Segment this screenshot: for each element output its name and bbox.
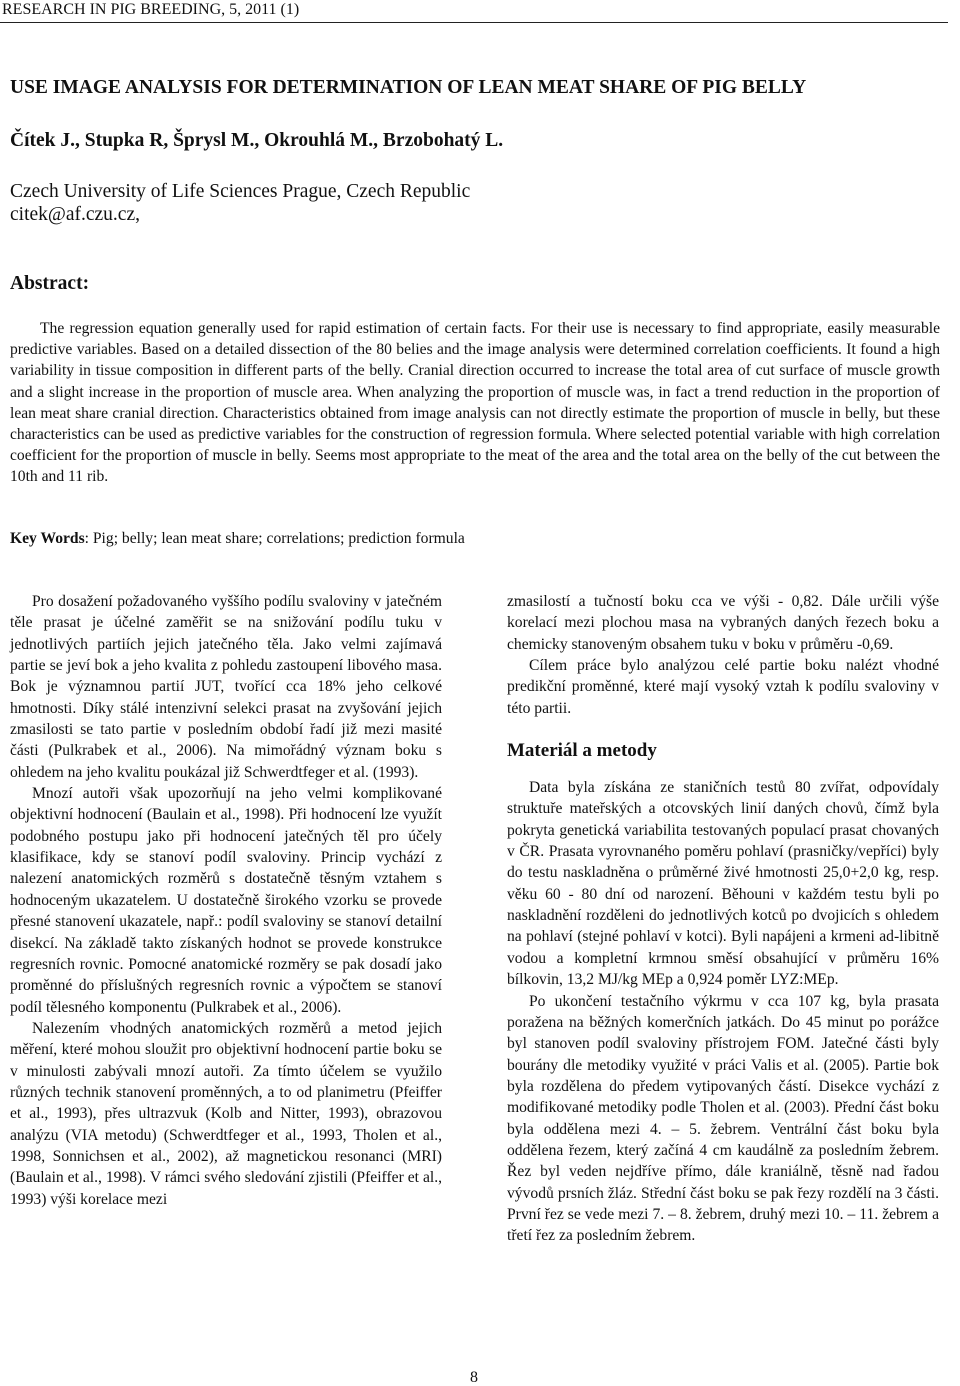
right-column (507, 591, 939, 1247)
affiliation-block (10, 180, 470, 226)
affiliation: Czech University of Life Sciences Prague, Czech Republic (10, 181, 471, 202)
keywords-text: : Pig; belly; lean meat share; correlations; prediction formula (84, 530, 465, 547)
paragraph: zmasilostí a tučností boku cca ve výši - 0,82. Dále určili výše korelací mezi plochou masa na vybraných daných řezech boku a chemicky stanoveným obsahem tuku v boku v průměru -0,69. (507, 593, 939, 653)
paragraph: Data byla získána ze staničních testů 80 zvířat, odpovídaly struktuře mateřských a otcovských linií daných chovů, čímž byla pokryta genetická variabilita testovaných populací prasat chovaných v ČR. Prasata vyrovnaného poměru pohlaví (prasničky/vepříci) byly do testu naskladněna o průměrné živé hmotnosti 25,0+2,0 kg, resp. věku 60 - 80 dní od narození. Běhouni v každém testu byli po naskladnění rozděleni do jednotlivých kotců po dvojicích s ohledem na pohlaví (stejné pohlaví v kotci). Byli napájeni a krmeni ad-libitně vodou a kompletní krmnou směsí obsahující v průměru 16% bílkovin, 13,2 MJ/kg MEp a 0,924 poměr LYZ:MEp. (507, 779, 939, 989)
paragraph: Nalezením vhodných anatomických rozměrů a metod jejich měření, které mohou sloužit pro objektivní hodnocení partie boku se v minulosti zabývali mnozí autoři. Za tímto účelem se využilo různých technik stanovení proměnných, a to od planimetru (Pfeiffer et al., 1993), přes ultrazvuk (Kolb and Nitter, 1993), obrazovou analýzu (VIA metodu) (Schwerdtfeger et al., 1993, Tholen et al., 1998, Sonnichsen et al., 2002), až magnetickou resonanci (MRI) (Baulain et al., 1998). V rámci svého sledování zjistili (Pfeiffer et al., 1993) výši korelace mezi (10, 1019, 442, 1208)
left-column (10, 591, 442, 1210)
running-header: RESEARCH IN PIG BREEDING, 5, 2011 (1) (2, 1, 300, 18)
paragraph: Cílem práce bylo analýzou celé partie boku nalézt vhodné predikční proměnné, které mají vysoký vztah k podílu svaloviny v této partii. (507, 657, 939, 717)
keywords (10, 528, 940, 549)
keywords-label: Key Words (10, 530, 85, 547)
page-number: 8 (470, 1369, 478, 1386)
paper-authors: Čítek J., Stupka R, Šprysl M., Okrouhlá M., Brzobohatý L. (10, 130, 504, 151)
paper-title: USE IMAGE ANALYSIS FOR DETERMINATION OF LEAN MEAT SHARE OF PIG BELLY (10, 77, 807, 98)
paragraph: Po ukončení testačního výkrmu v cca 107 kg, byla prasata poražena na běžných komerčních jatkách. Do 45 minut po porážce byl stanoven podíl svaloviny přístrojem FOM. Jatečné části byly bourány dle metodiky využité v práci Valis et al. (2005). Partie bok byla rozdělena do předem vytipovaných částí. Disekce vychází z modifikované metodiky podle Tholen et al. (2003). Přední část boku byla oddělena mezi 4. – 5. žebrem. Ventrální část boku byla oddělena řezem, který začíná 4 cm kaudálně za posledním žebrem. Řez byl veden nejdříve přímo, dále kraniálně, těsně nad řadou vývodů prsních žláz. Střední část boku se pak řezy rozdělí na 3 části. První řez se vede mezi 7. – 8. žebrem, druhý mezi 10. – 11. žebrem a třetí řez za posledním žebrem. (507, 992, 939, 1245)
methods-heading: Materiál a metody (507, 740, 657, 762)
abstract-text: The regression equation generally used for rapid estimation of certain facts. For their use is necessary to find appropriate, easily measurable predictive variables. Based on a detailed dissection of the 80 belies and the image analysis were determined correlation coefficients. It found a high variability in tissue composition in different parts of the belly. Cranial direction occurred to increase the total area of cut surface of muscle growth and a slight increase in the proportion of muscle area. When analyzing the proportion of muscle was, in fact a trend reduction in the proportion of lean meat share cranial direction. Characteristics obtained from image analysis can not directly estimate the proportion of muscle in belly, but these characteristics can be used as predictive variables for the construction of regression formula. Where selected potential variable with high correlation coefficient for the proportion of muscle in belly. Seems most appropriate to the meat of the area and the total area on the belly of the cut between the 10th and 11 rib. (10, 320, 940, 486)
paragraph: Pro dosažení požadovaného vyššího podílu svaloviny v jatečném těle prasat je účelné zaměřit se na snižování podílu tuku v jednotlivých partiích jejich jatečného těla. Jako velmi zajímavá partie se jeví bok a jeho kvalita z pohledu zastoupení libového masa. Bok je významnou partií JUT, tvořící cca 18% jeho celkové hmotnosti. Díky stálé intenzivní selekci prasat na zvyšování jejich zmasilosti se tato partie v posledním období řadí již mezi masité části (Pulkrabek et al., 2006). Na mimořádný význam boku s ohledem na jeho kvalitu poukázal již Schwerdtfeger et al. (1993). (10, 593, 442, 781)
header-rule (0, 22, 948, 23)
abstract-heading: Abstract: (10, 273, 90, 294)
email: citek@af.czu.cz, (10, 204, 140, 225)
paragraph: Mnozí autoři však upozorňují na jeho velmi komplikované objektivní hodnocení (Baulain et al., 1998). Při hodnocení lze využít podobného postupu jako při hodnocení jatečných těl pro účely klasifikace, kdy se stanoví podíl svaloviny. Princip vychází z nalezení anatomických rozměrů s dostatečně těsným vztahem s hodnoceným ukazatelem. U dostatečně širokého vzorku se provede přesné stanovení ukazatele, např.: podíl svaloviny se stanoví detailní disekcí. Na základě takto získaných hodnot se provede konstrukce regresních rovnic. Pomocné anatomické rozměry se pak dosadí jako proměnné do příslušných regresních rovnic a výpočtem se stanoví podíl tělesného komponentu (Pulkrabek et al., 2006). (10, 785, 442, 1016)
abstract-body (10, 318, 940, 488)
